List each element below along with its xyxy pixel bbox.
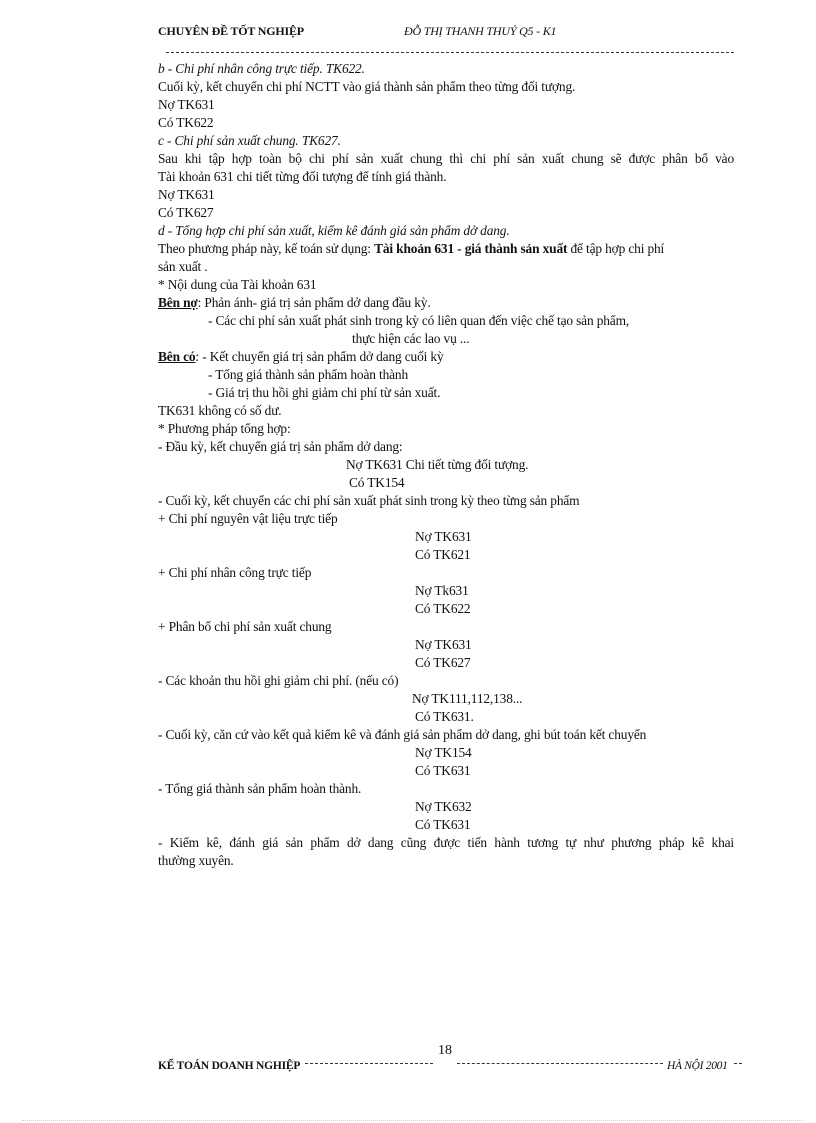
entry-credit: Có TK622 xyxy=(158,115,214,130)
footer-title: KẾ TOÁN DOANH NGHIỆP xyxy=(158,1060,301,1072)
credit-label: Bên có xyxy=(158,349,196,364)
page-number: 18 xyxy=(438,1043,452,1058)
debit-label: Bên nợ xyxy=(158,295,198,310)
header-author: ĐỖ THỊ THANH THUỶ Q5 - K1 xyxy=(404,24,557,38)
entry-credit: Có TK631 xyxy=(415,763,471,778)
entry-credit: Có TK621 xyxy=(415,547,471,562)
page-edge-rule xyxy=(22,1120,802,1121)
subheading: * Phương pháp tổng hợp: xyxy=(158,421,291,436)
entry-debit: Nợ TK631 xyxy=(158,97,215,112)
entry-debit: Nợ TK631 xyxy=(415,529,472,544)
entry-credit: Có TK622 xyxy=(415,601,471,616)
entry-debit: Nợ TK154 xyxy=(415,745,472,760)
list-item: + Chi phí nhân công trực tiếp xyxy=(158,565,312,580)
entry-credit: Có TK627 xyxy=(415,655,471,670)
list-item: - Cuối kỳ, căn cứ vào kết quả kiểm kê và đánh giá sản phẩm dở dang, ghi bút toán kết chuyển xyxy=(158,727,647,742)
paragraph: Sau khi tập hợp toàn bộ chi phí sản xuất chung thì chi phí sản xuất chung sẽ được phân bổ vào xyxy=(158,151,734,166)
entry-debit: Nợ TK631 xyxy=(415,637,472,652)
section-c-heading: c - Chi phí sản xuất chung. TK627. xyxy=(158,133,341,148)
account-name: Tài khoản 631 - giá thành sản xuất xyxy=(374,241,568,256)
entry-debit: Nợ Tk631 xyxy=(415,583,469,598)
credit-side xyxy=(158,348,444,366)
list-item: thực hiện các lao vụ ... xyxy=(352,331,470,346)
list-item: - Tổng giá thành sản phẩm hoàn thành xyxy=(208,367,409,382)
footer-divider-left xyxy=(305,1063,433,1064)
entry-debit: Nợ TK631 xyxy=(158,187,215,202)
list-item: - Đầu kỳ, kết chuyển giá trị sản phẩm dở dang: xyxy=(158,439,403,454)
footer-place-year: HÀ NỘI 2001 xyxy=(667,1060,728,1072)
text: để tập hợp chi phí xyxy=(567,241,665,256)
entry-debit: Nợ TK632 xyxy=(415,799,472,814)
entry-debit: Nợ TK111,112,138... xyxy=(412,691,523,706)
entry-credit: Có TK154 xyxy=(349,475,405,490)
header-divider xyxy=(166,52,734,53)
section-d-heading: d - Tổng hợp chi phí sản xuất, kiểm kê đánh giá sản phẩm dở dang. xyxy=(158,223,510,238)
paragraph: - Kiểm kê, đánh giá sản phẩm dở dang cũng được tiến hành tương tự như phương pháp kê khai xyxy=(158,835,734,850)
footer-divider-right xyxy=(457,1063,663,1064)
header-title: CHUYÊN ĐỀ TỐT NGHIỆP xyxy=(158,24,304,38)
list-item: - Các chi phí sản xuất phát sinh trong kỳ có liên quan đến việc chế tạo sản phẩm, xyxy=(208,313,630,328)
paragraph xyxy=(158,240,664,258)
paragraph: Tài khoản 631 chi tiết từng đối tượng để tính giá thành. xyxy=(158,169,447,184)
paragraph: thường xuyên. xyxy=(158,853,234,868)
section-b-heading: b - Chi phí nhân công trực tiếp. TK622. xyxy=(158,61,365,76)
text: : - Kết chuyển giá trị sản phẩm dở dang cuối kỳ xyxy=(195,349,444,364)
list-item: - Các khoản thu hồi ghi giảm chi phí. (nếu có) xyxy=(158,673,399,688)
entry-credit: Có TK627 xyxy=(158,205,214,220)
debit-side xyxy=(158,294,431,312)
paragraph: sản xuất . xyxy=(158,259,208,274)
subheading: * Nội dung của Tài khoản 631 xyxy=(158,277,317,292)
list-item: + Chi phí nguyên vật liệu trực tiếp xyxy=(158,511,338,526)
entry-credit: Có TK631 xyxy=(415,817,471,832)
text: Theo phương pháp này, kế toán sử dụng: xyxy=(158,241,375,256)
list-item: - Giá trị thu hồi ghi giảm chi phí từ sản xuất. xyxy=(208,385,441,400)
paragraph: Cuối kỳ, kết chuyển chi phí NCTT vào giá thành sản phẩm theo từng đối tượng. xyxy=(158,79,576,94)
footer-divider-end xyxy=(734,1063,742,1064)
list-item: + Phân bổ chi phí sản xuất chung xyxy=(158,619,332,634)
text: : Phản ánh- giá trị sản phẩm dở dang đầu kỳ. xyxy=(197,295,431,310)
list-item: - Cuối kỳ, kết chuyển các chi phí sản xuất phát sinh trong kỳ theo từng sản phẩm xyxy=(158,493,580,508)
list-item: - Tổng giá thành sản phẩm hoàn thành. xyxy=(158,781,362,796)
entry-debit: Nợ TK631 Chi tiết từng đối tượng. xyxy=(346,457,529,472)
paragraph: TK631 không có số dư. xyxy=(158,403,282,418)
entry-credit: Có TK631. xyxy=(415,709,474,724)
